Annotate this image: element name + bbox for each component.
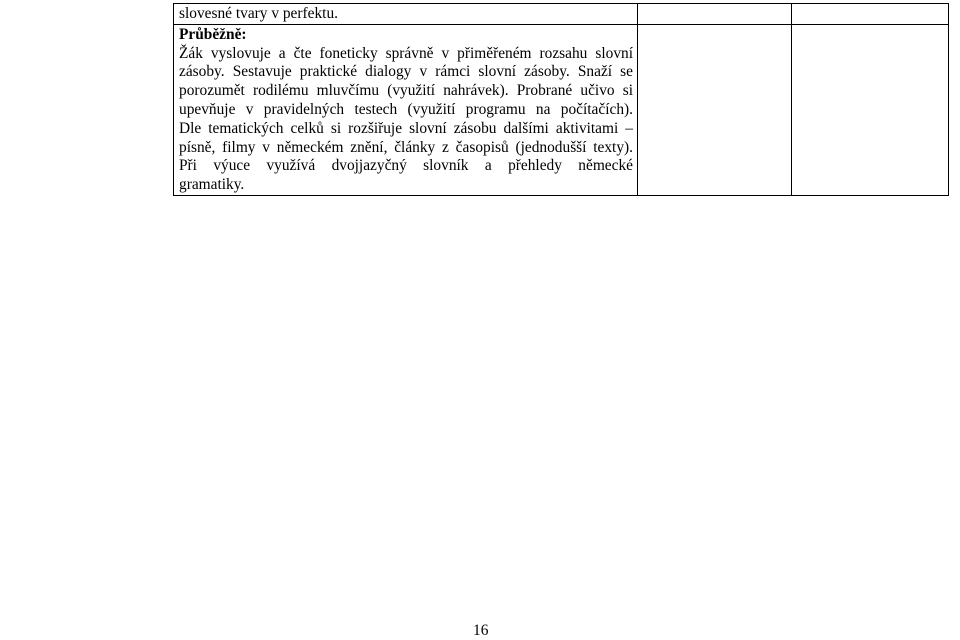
table-row bbox=[174, 24, 949, 195]
empty-cell-mid bbox=[638, 24, 792, 195]
paragraph-line: písně, filmy v německém znění, články z časopisů (jednodušší texty). bbox=[179, 138, 633, 156]
empty-cell-right bbox=[792, 4, 949, 25]
content-cell bbox=[174, 4, 638, 25]
paragraph-line: Žák vyslovuje a čte foneticky správně v přiměřeném rozsahu slovní bbox=[179, 44, 633, 62]
paragraph-line: Dle tematických celků si rozšiřuje slovní zásobu dalšími aktivitami – bbox=[179, 119, 633, 137]
empty-cell-right bbox=[792, 24, 949, 195]
paragraph-line: gramatiky. bbox=[179, 176, 245, 194]
section-heading: Průběžně: bbox=[179, 25, 247, 43]
curriculum-table bbox=[173, 3, 949, 196]
content-cell bbox=[174, 24, 638, 195]
paragraph-line: porozumět rodilému mluvčímu (využití nahrávek). Probrané učivo si bbox=[179, 82, 633, 100]
paragraph-line: zásoby. Sestavuje praktické dialogy v rámci slovní zásoby. Snaží se bbox=[179, 63, 633, 81]
empty-cell-mid bbox=[638, 4, 792, 25]
page-number: 16 bbox=[473, 622, 489, 639]
paragraph-line: upevňuje v pravidelných testech (využití programu na počítačích). bbox=[179, 100, 633, 118]
paragraph-line: Při výuce využívá dvojjazyčný slovník a přehledy německé bbox=[179, 157, 633, 175]
row-text: slovesné tvary v perfektu. bbox=[179, 5, 338, 22]
table-row bbox=[174, 4, 949, 25]
